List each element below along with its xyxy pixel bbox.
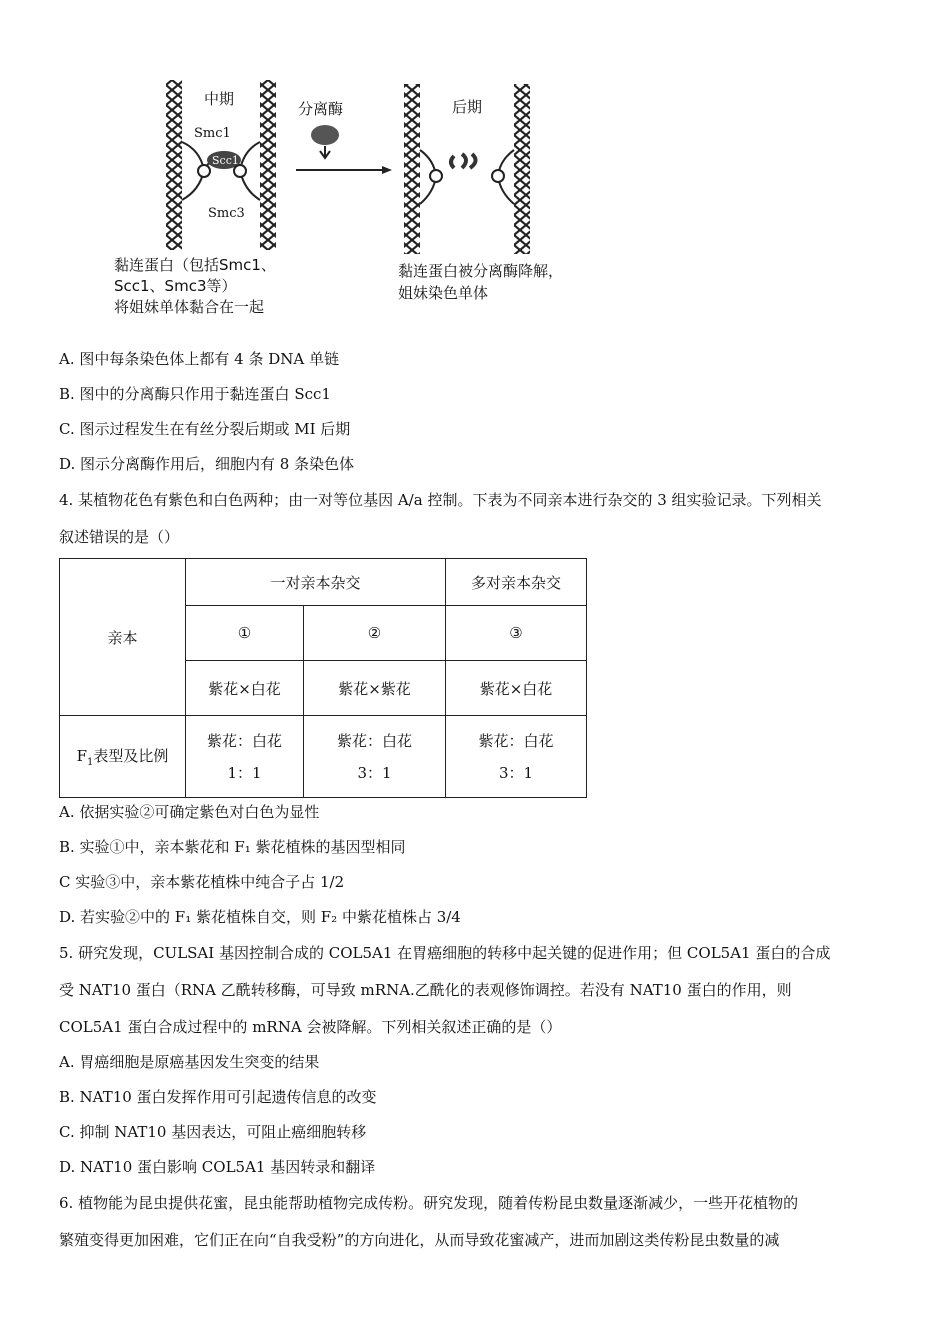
q5-option-d: D. NAT10 蛋白影响 COL5A1 基因转录和翻译 [59, 1158, 376, 1176]
header-single-cross: 一对亲本杂交 [186, 559, 446, 606]
label-separase: 分离酶 [298, 100, 344, 118]
q5-stem-line-3: COL5A1 蛋白合成过程中的 mRNA 会被降解。下列相关叙述正确的是（） [59, 1018, 562, 1036]
q3-option-c: C. 图示过程发生在有丝分裂后期或 MI 后期 [59, 420, 351, 438]
q3-option-a: A. 图中每条染色体上都有 4 条 DNA 单链 [59, 350, 339, 368]
q4-option-d: D. 若实验②中的 F₁ 紫花植株自交，则 F₂ 中紫花植株占 3/4 [59, 908, 461, 926]
cross-3: 紫花×白花 [446, 661, 587, 716]
caption-left-line-1: 黏连蛋白（包括Smc1、 [114, 256, 276, 274]
q5-stem-line-2: 受 NAT10 蛋白（RNA 乙酰转移酶，可导致 mRNA.乙酰化的表观修饰调控。若没有 NAT10 蛋白的作用，则 [59, 981, 792, 999]
exp-label-1: ① [186, 606, 304, 661]
q3-option-d: D. 图示分离酶作用后，细胞内有 8 条染色体 [59, 455, 355, 473]
q4-option-c: C 实验③中，亲本紫花植株中纯合子占 1/2 [59, 873, 345, 891]
separase-icon [311, 125, 339, 145]
q5-option-a: A. 胃癌细胞是原癌基因发生突变的结果 [59, 1053, 320, 1071]
ratio-1: 紫花：白花 1：1 [186, 716, 304, 798]
q4-stem-line-2: 叙述错误的是（） [59, 528, 180, 546]
caption-left-line-3: 将姐妹单体黏合在一起 [114, 298, 265, 316]
degraded-cohesin [451, 154, 476, 168]
caption-left-line-2: Scc1、Smc3等） [114, 277, 237, 295]
label-scc1: Scc1 [212, 154, 239, 167]
smc-head-1 [198, 165, 210, 177]
exp-label-3: ③ [446, 606, 587, 661]
q4-option-a: A. 依据实验②可确定紫色对白色为显性 [59, 803, 320, 821]
q5-option-b: B. NAT10 蛋白发挥作用可引起遗传信息的改变 [59, 1088, 377, 1106]
caption-right-line-1: 黏连蛋白被分离酶降解， [398, 262, 564, 280]
q6-stem-line-1: 6. 植物能为昆虫提供花蜜，昆虫能帮助植物完成传粉。研究发现，随着传粉昆虫数量逐渐减少，一些开花植物的 [59, 1194, 799, 1212]
ratio-3: 紫花：白花 3：1 [446, 716, 587, 798]
label-anaphase: 后期 [452, 98, 483, 116]
cross-1: 紫花×白花 [186, 661, 304, 716]
q6-stem-line-2: 繁殖变得更加困难，它们正在向“自我受粉”的方向进化，从而导致花蜜减产，进而加剧这类传粉昆虫数量的减 [59, 1231, 780, 1249]
label-metaphase: 中期 [204, 90, 235, 108]
cross-2: 紫花×紫花 [304, 661, 446, 716]
header-parent: 亲本 [60, 559, 186, 716]
cross-results-table [59, 558, 587, 798]
q4-option-b: B. 实验①中，亲本紫花和 F₁ 紫花植株的基因型相同 [59, 838, 406, 856]
q5-stem-line-1: 5. 研究发现，CULSAI 基因控制合成的 COL5A1 在胃癌细胞的转移中起关键的促进作用；但 COL5A1 蛋白的合成 [59, 944, 831, 962]
label-smc3: Smc3 [208, 206, 245, 221]
header-multi-cross: 多对亲本杂交 [446, 559, 587, 606]
header-f1-phenotype: $F_1$表型及比例 [60, 716, 186, 798]
caption-right-line-2: 姐妹染色单体 [398, 284, 489, 302]
cohesin-ring [182, 142, 260, 200]
label-smc1: Smc1 [194, 126, 231, 141]
chromatid-left-1 [166, 80, 182, 250]
chromatid-left-2 [260, 80, 276, 250]
chromatid-right-1 [404, 84, 420, 254]
q4-stem-line-1: 4. 某植物花色有紫色和白色两种；由一对等位基因 A/a 控制。下表为不同亲本进行杂交的 3 组实验记录。下列相关 [59, 491, 822, 509]
chromatid-right-2 [514, 84, 530, 254]
ratio-2: 紫花：白花 3：1 [304, 716, 446, 798]
q5-option-c: C. 抑制 NAT10 基因表达，可阻止癌细胞转移 [59, 1123, 367, 1141]
cohesin-figure [100, 70, 620, 330]
exp-label-2: ② [304, 606, 446, 661]
q3-option-b: B. 图中的分离酶只作用于黏连蛋白 Scc1 [59, 385, 331, 403]
